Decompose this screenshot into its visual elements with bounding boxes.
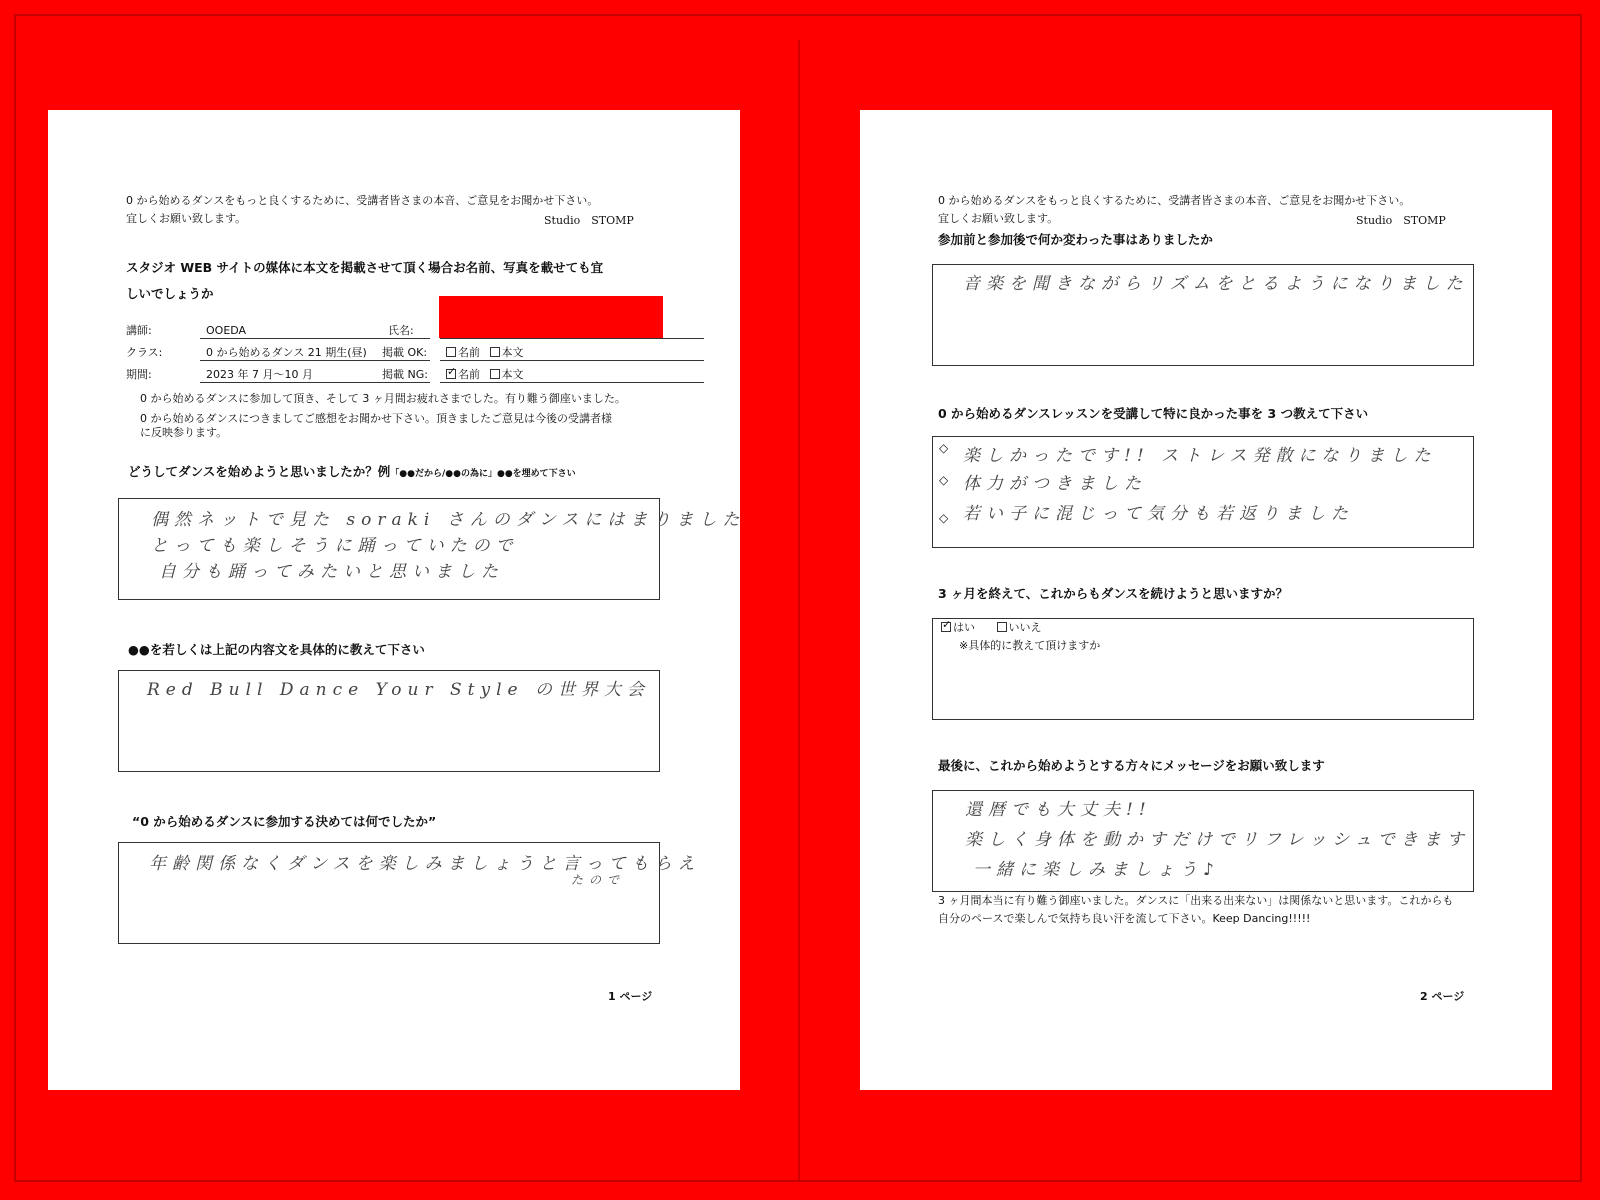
name-label: 氏名: [388,324,414,337]
ok-name-checkbox[interactable] [446,347,456,357]
period-value: 2023 年 7 月～10 月 [206,368,313,381]
survey-page-1 [48,110,746,1090]
instructor-value: OOEDA [206,324,247,337]
question-1 [128,462,576,480]
publish-ng-label: 掲載 NG: [382,368,428,381]
class-label: クラス: [126,346,163,359]
answer-5-bullet-1: ◇ [939,441,949,455]
publish-ng-options [446,368,524,382]
question-2: ●●を若しくは上記の内容文を具体的に教えて下さい [128,642,425,657]
impression-line-1: 0 から始めるダンスにつきましてご感想をお聞かせ下さい。頂きましたご意見は今後の受講者様 [140,412,613,425]
publish-ng-underline [440,382,704,383]
answer-5-bullet-2: ◇ [939,473,949,487]
question-1-note: 「●●だから/●●の為に」●●を埋めて下さい [390,469,576,479]
period-label: 期間: [126,368,152,381]
name-redaction [439,296,663,338]
answer-7-box[interactable] [932,790,1474,892]
question-5: 0 から始めるダンスレッスンを受講して特に良かった事を 3 つ教えて下さい [938,406,1369,421]
answer-4-box[interactable] [932,264,1474,366]
class-value: 0 から始めるダンス 21 期生(昼) [206,346,367,359]
answer-7-line-2: 楽しく身体を動かすだけでリフレッシュできます [965,830,1470,850]
answer-5-bullet-3: ◇ [939,511,949,525]
yes-checkbox[interactable] [941,622,951,632]
no-option: いいえ [1008,621,1042,634]
answer-6-box[interactable] [932,618,1474,720]
answer-2-box[interactable] [118,670,660,772]
answer-3-line-1: 年齢関係なくダンスを楽しみましょうと言ってもらえ [149,854,701,874]
answer-5-item-2: 体力がつきました [963,474,1147,494]
survey-page-2 [860,110,1552,1090]
publish-question-line-2: しいでしょうか [126,286,214,301]
answer-7-line-1: 還暦でも大丈夫!! [965,800,1152,820]
studio-name: Studio STOMP [544,214,634,227]
ng-name-option: 名前 [458,368,480,381]
answer-1-line-2: とっても楽しそうに踊っていたので [151,536,519,556]
intro-line-2: 宜しくお願い致します。 [938,212,1059,225]
thanks-line: 0 から始めるダンスに参加して頂き、そして 3 ヶ月間お疲れさまでした。有り難う御座いました。 [140,392,626,405]
publish-ok-label: 掲載 OK: [382,346,428,359]
answer-1-box[interactable] [118,498,746,600]
answer-3-line-2: たので [571,873,626,887]
continue-note: ※具体的に教えて頂けますか [959,639,1101,652]
answer-7-line-3: 一緒に楽しみましょう♪ [973,860,1220,880]
question-4: 参加前と参加後で何か変わった事はありましたか [938,232,1213,247]
ng-text-option: 本文 [501,368,524,381]
page-number-2: 2 ページ [1420,990,1465,1003]
question-3: “0 から始めるダンスに参加する決めては何でしたか” [132,814,437,829]
ok-text-checkbox[interactable] [490,347,500,357]
ok-name-option: 名前 [458,346,480,359]
answer-1-line-3: 自分も踊ってみたいと思いました [159,562,504,582]
ng-text-checkbox[interactable] [490,369,500,379]
question-1-text: どうしてダンスを始めようと思いましたか？例 [128,464,391,479]
question-7: 最後に、これから始めようとする方々にメッセージをお願い致します [938,758,1325,773]
intro-line-1: 0 から始めるダンスをもっと良くするために、受講者皆さまの本音、ご意見をお聞かせ下さい。 [126,194,599,207]
yes-option: はい [953,621,975,634]
period-underline [200,382,430,383]
no-checkbox[interactable] [997,622,1007,632]
answer-5-item-1: 楽しかったです!! ストレス発散になりました [963,446,1437,466]
answer-4-line-1: 音楽を聞きながらリズムをとるようになりました [963,274,1469,294]
publish-ok-underline [440,360,704,361]
publish-ok-options [446,346,524,360]
intro-line-1: 0 から始めるダンスをもっと良くするために、受講者皆さまの本音、ご意見をお聞かせ下さい。 [938,194,1411,207]
answer-5-box[interactable] [932,436,1474,548]
instructor-label: 講師: [126,324,152,337]
ng-name-checkbox[interactable] [446,369,456,379]
answer-5-item-3: 若い子に混じって気分も若返りました [963,504,1354,524]
question-6: 3 ヶ月を終えて、これからもダンスを続けようと思いますか？ [938,586,1289,601]
intro-line-2: 宜しくお願い致します。 [126,212,247,225]
answer-1-line-1: 偶然ネットで見た soraki さんのダンスにはまりました [151,510,746,530]
studio-name: Studio STOMP [1356,214,1446,227]
answer-3-box[interactable] [118,842,701,944]
publish-question-line-1: スタジオ WEB サイトの媒体に本文を掲載させて頂く場合お名前、写真を載せても宜 [126,260,604,275]
closing-line-2: 自分のペースで楽しんで気持ち良い汗を流して下さい。Keep Dancing!!!!! [938,912,1311,925]
answer-2-line-1: Red Bull Dance Your Style の世界大会 [147,680,651,700]
ok-text-option: 本文 [501,346,524,359]
instructor-underline [200,338,430,339]
class-underline [200,360,430,361]
impression-line-2: に反映参ります。 [140,426,228,439]
center-divider [798,40,800,1180]
name-underline [440,338,704,339]
page-number-1: 1 ページ [608,990,653,1003]
closing-line-1: 3 ヶ月間本当に有り難う御座いました。ダンスに「出来る出来ない」は関係ないと思います。これからも [938,894,1454,907]
continue-options [941,621,1042,635]
